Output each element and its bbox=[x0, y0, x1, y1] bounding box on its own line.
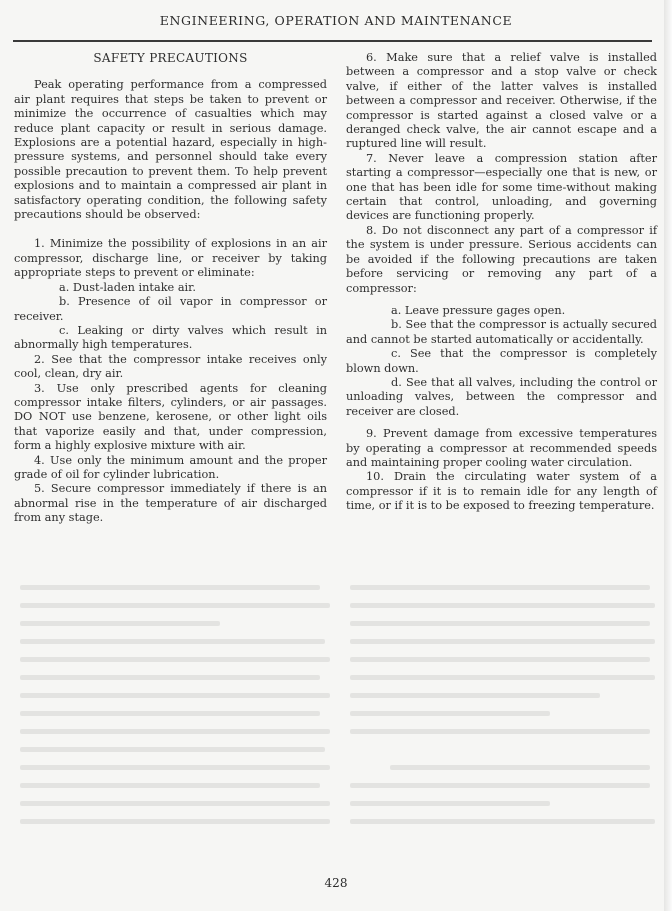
right-column bbox=[346, 51, 657, 514]
precaution-number: 1. bbox=[34, 237, 45, 251]
precaution-number: 10. bbox=[366, 470, 384, 484]
precaution-text: Use only prescribed agents for cleaning compressor intake filters, cylinders, or air passages. DO NOT use benzene, kerosene, or other light oils that vaporize easily and that, under compression, form a highly explosive mixture with air. bbox=[14, 381, 327, 453]
subitem-text: Dust-laden intake air. bbox=[72, 280, 196, 294]
subitem-text: Leave pressure gages open. bbox=[404, 303, 566, 317]
precaution-3 bbox=[14, 382, 327, 454]
precaution-10 bbox=[346, 470, 657, 513]
intro-paragraph: Peak operating performance from a compressed air plant requires that steps be taken to prevent or minimize the occurrence of casualties which may reduce plant capacity or result in serious damage. Explosions are a potential hazard, especially in high-pressure systems, and personnel should take every possible precaution to prevent them. To help prevent explosions and to maintain a compressed air plant in satisfactory operating condition, the following safety precautions should be observed: bbox=[14, 78, 327, 222]
precaution-1b bbox=[14, 295, 327, 324]
reverse-side-bleed-through bbox=[10, 585, 660, 835]
header-rule bbox=[13, 40, 652, 42]
subitem-letter: a. bbox=[59, 280, 70, 294]
subitem-letter: c. bbox=[391, 347, 401, 361]
subitem-letter: a. bbox=[391, 303, 402, 317]
precaution-text: Minimize the possibility of explosions in an air compressor, discharge line, or receiver by taking appropriate steps to prevent or eliminate: bbox=[14, 237, 327, 280]
precaution-2 bbox=[14, 353, 327, 382]
precaution-1a bbox=[14, 281, 327, 295]
page-edge-shadow bbox=[664, 0, 672, 911]
precaution-5 bbox=[14, 482, 327, 525]
precaution-number: 6. bbox=[366, 51, 377, 64]
precaution-8c bbox=[346, 347, 657, 376]
precaution-text: Prevent damage from excessive temperatures by operating a compressor at recommended speeds and maintaining proper cooling water circulation. bbox=[346, 427, 657, 469]
precaution-number: 3. bbox=[34, 381, 45, 395]
precaution-number: 5. bbox=[34, 482, 45, 496]
precaution-number: 4. bbox=[34, 453, 45, 467]
precaution-number: 2. bbox=[34, 352, 45, 366]
precaution-7 bbox=[346, 152, 657, 224]
subitem-letter: b. bbox=[59, 295, 70, 309]
precaution-text: See that the compressor intake receives only cool, clean, dry air. bbox=[14, 352, 328, 381]
precaution-text: Use only the minimum amount and the proper grade of oil for cylinder lubrication. bbox=[14, 453, 328, 481]
section-title: SAFETY PRECAUTIONS bbox=[93, 51, 248, 65]
precaution-number: 8. bbox=[366, 223, 377, 237]
precaution-8 bbox=[346, 224, 657, 296]
precaution-6 bbox=[346, 51, 657, 152]
precaution-text: Never leave a compression station after starting a compressor—especially one that is new, or one that has been idle for some time-without making certain that control, unloading, and governing devices are functioning properly. bbox=[346, 151, 657, 223]
precaution-1 bbox=[14, 237, 327, 280]
left-column bbox=[14, 51, 327, 526]
precaution-number: 9. bbox=[366, 427, 377, 441]
precaution-9 bbox=[346, 427, 657, 470]
precaution-number: 7. bbox=[366, 151, 377, 165]
subitem-text: See that the compressor is actually secured and cannot be started automatically or accidentally. bbox=[346, 318, 657, 346]
subitem-text: See that all valves, including the control or unloading valves, between the compressor and receiver are closed. bbox=[346, 375, 658, 418]
precaution-4 bbox=[14, 454, 327, 483]
subitem-text: Presence of oil vapor in compressor or receiver. bbox=[14, 295, 328, 323]
precaution-8a bbox=[346, 304, 657, 318]
precaution-text: Secure compressor immediately if there is an abnormal rise in the temperature of air discharged from any stage. bbox=[14, 482, 328, 525]
subitem-text: See that the compressor is completely blown down. bbox=[346, 347, 657, 375]
precaution-8b bbox=[346, 318, 657, 347]
precaution-1c bbox=[14, 324, 327, 353]
precaution-8d bbox=[346, 376, 657, 419]
page-number: 428 bbox=[324, 876, 348, 890]
running-header: ENGINEERING, OPERATION AND MAINTENANCE bbox=[159, 13, 513, 28]
subitem-text: Leaking or dirty valves which result in abnormally high temperatures. bbox=[14, 323, 328, 352]
precaution-text: Do not disconnect any part of a compressor if the system is under pressure. Serious accidents can be avoided if the following precautions are taken before servicing or removing any part of a compressor: bbox=[346, 223, 657, 295]
subitem-letter: b. bbox=[391, 318, 402, 332]
subitem-letter: d. bbox=[391, 375, 402, 389]
precaution-text: Drain the circulating water system of a compressor if it is to remain idle for any length of time, or if it is to be exposed to freezing temperature. bbox=[346, 470, 657, 513]
subitem-letter: c. bbox=[59, 323, 69, 337]
precaution-text: Make sure that a relief valve is installed between a compressor and a stop valve or check valve, if either of the latter valves is installed between a compressor and receiver. Otherwise, if the compressor is started against a closed valve or a deranged check valve, the air cannot escape and a ruptured line will result. bbox=[346, 51, 658, 151]
